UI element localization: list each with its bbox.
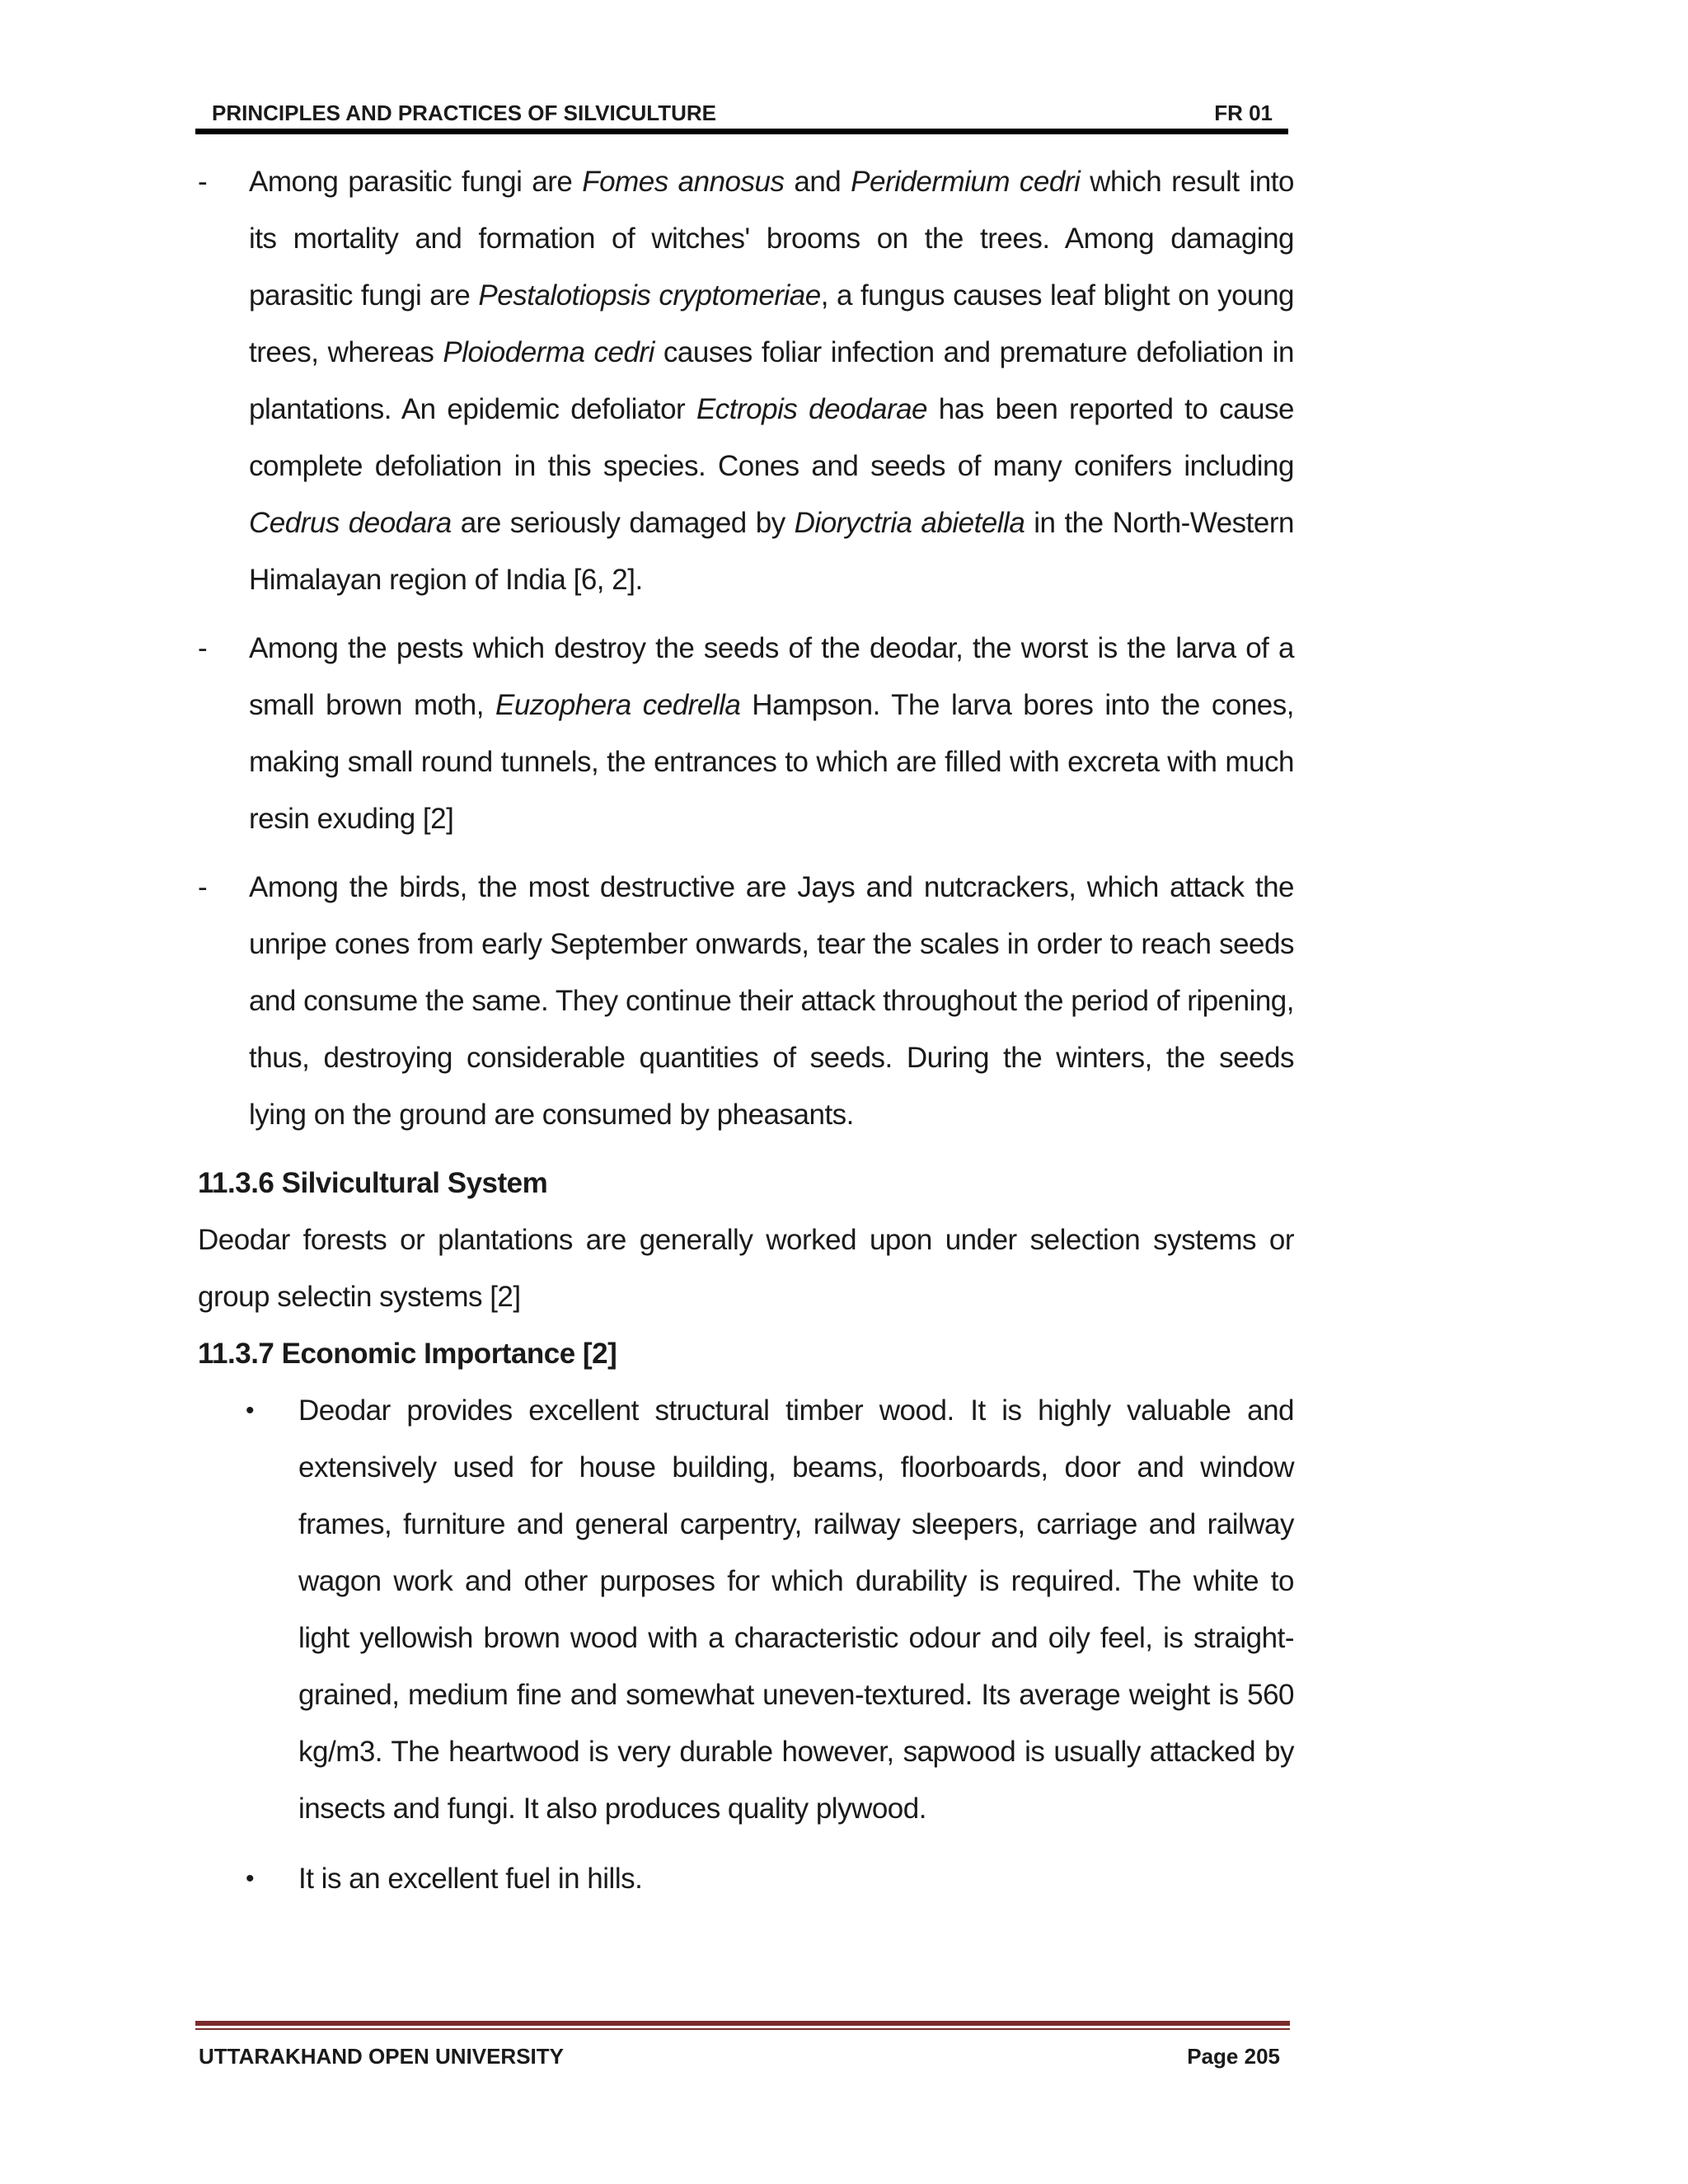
text-run: Among the pests which destroy the seeds of the deodar, the worst is the larva of a small brown moth, bbox=[249, 632, 1294, 721]
text-run: causes foliar infection and premature defoliation in plantations. An epidemic defoliator bbox=[249, 336, 1294, 425]
text-run: Among parasitic fungi are bbox=[249, 166, 583, 198]
body-content bbox=[198, 153, 1294, 1920]
text-run: which result into its mortality and formation of witches' brooms on the trees. Among damaging parasitic fungi are bbox=[249, 166, 1294, 312]
bullet-marker: • bbox=[246, 1397, 255, 1424]
dash-marker: - bbox=[198, 871, 208, 903]
dash-item bbox=[198, 153, 1294, 608]
dash-item bbox=[198, 859, 1294, 1143]
item-text bbox=[249, 859, 1294, 1143]
dash-marker: - bbox=[198, 166, 208, 198]
footer-university: UTTARAKHAND OPEN UNIVERSITY bbox=[199, 2044, 564, 2069]
footer-rule-thin bbox=[195, 2028, 1290, 2030]
text-run: Hampson. The larva bores into the cones, making small round tunnels, the entrances to which are filled with excreta with much resin exuding [2] bbox=[249, 689, 1294, 835]
page-number: Page 205 bbox=[1187, 2044, 1280, 2069]
species-name: Peridermium cedri bbox=[851, 166, 1081, 198]
species-name: Cedrus deodara bbox=[249, 507, 452, 539]
bullet-marker: • bbox=[246, 1865, 255, 1892]
text-run: , a fungus causes leaf blight on young trees, whereas bbox=[249, 279, 1295, 368]
dash-marker: - bbox=[198, 632, 208, 664]
bullet-item bbox=[198, 1850, 1294, 1907]
species-name: Pestalotiopsis cryptomeriae bbox=[478, 279, 821, 312]
dash-item bbox=[198, 620, 1294, 847]
text-run: Among the birds, the most destructive are Jays and nutcrackers, which attack the unripe cones from early September onwards, tear the scales in order to reach seeds and consume the same. They continue their attack throughout the period of ripening, thus, destroying considerable quantities of seeds. During the winters, the seeds lying on the ground are consumed by pheasants. bbox=[249, 871, 1294, 1131]
species-name: Dioryctria abietella bbox=[794, 507, 1025, 539]
species-name: Euzophera cedrella bbox=[495, 689, 741, 721]
species-name: Ectropis deodarae bbox=[696, 393, 928, 425]
bullet-text: Deodar provides excellent structural timber wood. It is highly valuable and extensively used for house building, beams, floorboards, door and window frames, furniture and general carpentry, railway sleepers, carriage and railway wagon work and other purposes for which durability is required. The white to light yellowish brown wood with a characteristic odour and oily feel, is straight-grained, medium fine and somewhat uneven-textured. Its average weight is 560 kg/m3. The heartwood is very durable however, sapwood is usually attacked by insects and fungi. It also produces quality plywood. bbox=[298, 1394, 1294, 1825]
text-run: has been reported to cause complete defoliation in this species. Cones and seeds of many conifers including bbox=[249, 393, 1295, 482]
header-rule bbox=[195, 129, 1288, 134]
footer-rule bbox=[195, 2021, 1290, 2026]
running-footer bbox=[195, 2042, 1290, 2070]
section-heading-economic-importance: 11.3.7 Economic Importance [2] bbox=[198, 1338, 617, 1370]
text-run: in the North-Western Himalayan region of India [6, 2]. bbox=[249, 507, 1294, 596]
running-header bbox=[195, 99, 1287, 127]
header-title: PRINCIPLES AND PRACTICES OF SILVICULTURE bbox=[212, 101, 716, 125]
bullet-text: It is an excellent fuel in hills. bbox=[298, 1863, 643, 1895]
item-text bbox=[249, 153, 1294, 608]
species-name: Fomes annosus bbox=[582, 166, 785, 198]
header-course-code: FR 01 bbox=[1214, 101, 1273, 125]
text-run: and bbox=[784, 166, 851, 198]
item-text bbox=[249, 620, 1294, 847]
bullet-item bbox=[198, 1382, 1294, 1837]
text-run: are seriously damaged by bbox=[451, 507, 795, 539]
paragraph-silvicultural-system: Deodar forests or plantations are generally worked upon under selection systems or group selectin systems [2] bbox=[198, 1224, 1294, 1313]
section-heading-silvicultural-system: 11.3.6 Silvicultural System bbox=[198, 1167, 548, 1199]
species-name: Ploioderma cedri bbox=[443, 336, 654, 368]
